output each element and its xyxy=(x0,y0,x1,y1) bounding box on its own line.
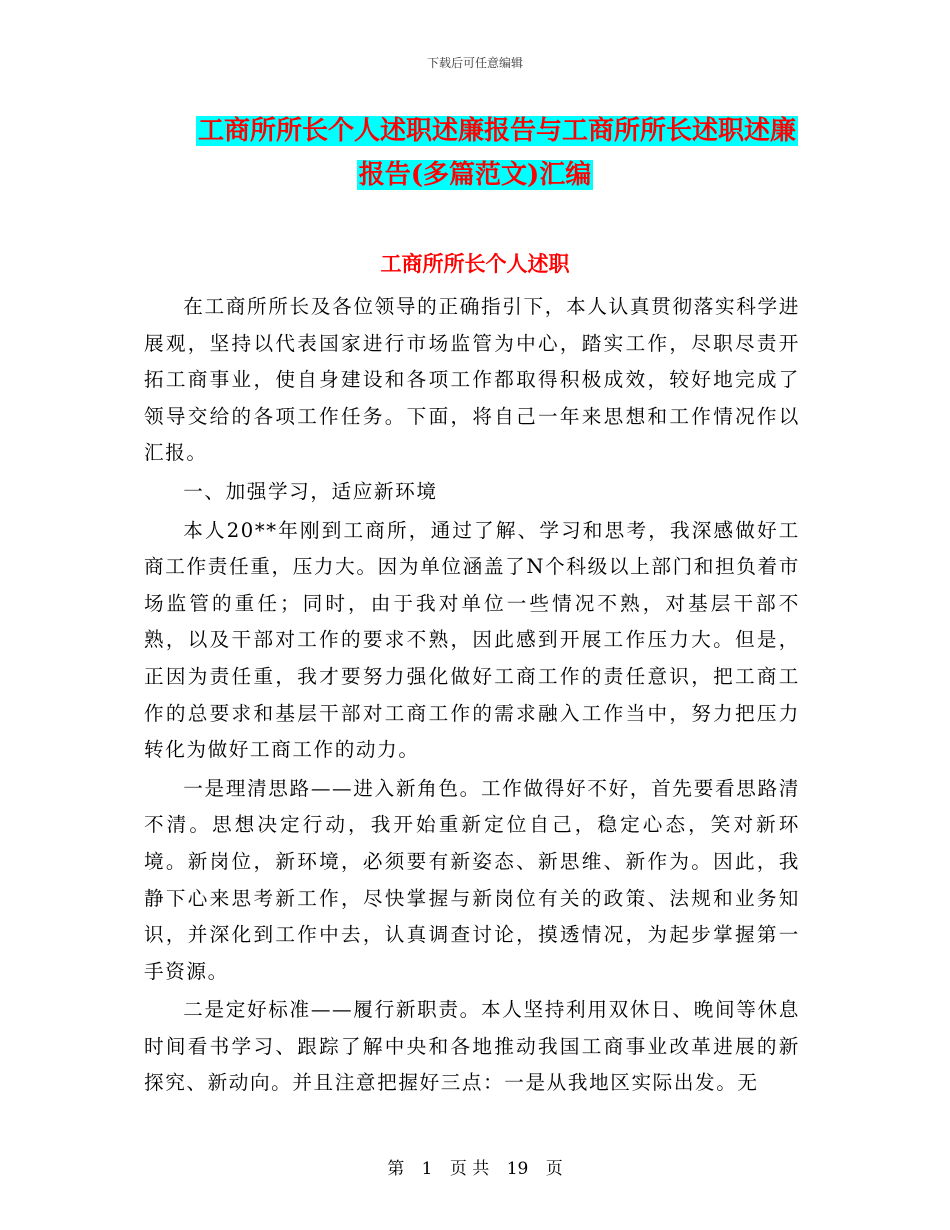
section-title: 工商所所长个人述职 xyxy=(380,251,570,276)
document-title-line-2 xyxy=(0,157,950,193)
header-note: 下载后可任意编辑 xyxy=(426,56,523,70)
footer-prefix: 第 xyxy=(387,1159,405,1179)
page-footer xyxy=(0,1154,950,1179)
paragraph-2: 本人20**年刚到工商所，通过了解、学习和思考，我深感做好工商工作责任重，压力大。因为单位涵盖了N个科级以上部门和担负着市场监管的重任；同时，由于我对单位一些情况不熟，对基层干部不熟，以及干部对工作的要求不熟，因此感到开展工作压力大。但是，正因为责任重，我才要努力强化做好工商工作的责任意识，把工商工作的总要求和基层干部对工商工作的需求融入工作当中，努力把压力转化为做好工商工作的动力。 xyxy=(144,518,800,762)
document-title-line-1-text: 工商所所长个人述职述廉报告与工商所所长述职述廉 xyxy=(197,116,796,146)
paragraph-heading-1: 一、加强学习，适应新环境 xyxy=(183,479,438,503)
paragraph-3: 一是理清思路——进入新角色。工作做得好不好，首先要看思路清不清。思想决定行动，我开始重新定位自己，稳定心态，笑对新环境。新岗位，新环境，必须要有新姿态、新思维、新作为。因此，我静下心来思考新工作，尽快掌握与新岗位有关的政策、法规和业务知识，并深化到工作中去，认真调查讨论，摸透情况，为起步掌握第一手资源。 xyxy=(144,776,800,983)
footer-total-pages: 19 xyxy=(506,1159,529,1179)
paragraph-intro: 在工商所所长及各位领导的正确指引下，本人认真贯彻落实科学进展观，坚持以代表国家进行市场监管为中心，踏实工作，尽职尽责开拓工商事业，使自身建设和各项工作都取得积极成效，较好地完成了领导交给的各项工作任务。下面，将自己一年来思想和工作情况作以汇报。 xyxy=(144,295,800,465)
document-title-line-1 xyxy=(22,113,950,149)
document-title-line-2-text: 报告(多篇范文)汇编 xyxy=(358,160,592,190)
body-text xyxy=(144,289,800,1104)
footer-middle: 页 共 xyxy=(449,1159,490,1179)
footer-suffix: 页 xyxy=(545,1159,563,1179)
footer-page-number: 1 xyxy=(421,1159,433,1179)
paragraph-4: 二是定好标准——履行新职责。本人坚持利用双休日、晚间等休息时间看书学习、跟踪了解中央和各地推动我国工商事业改革进展的新探究、新动向。并且注意把握好三点：一是从我地区实际出发。无 xyxy=(144,998,800,1095)
